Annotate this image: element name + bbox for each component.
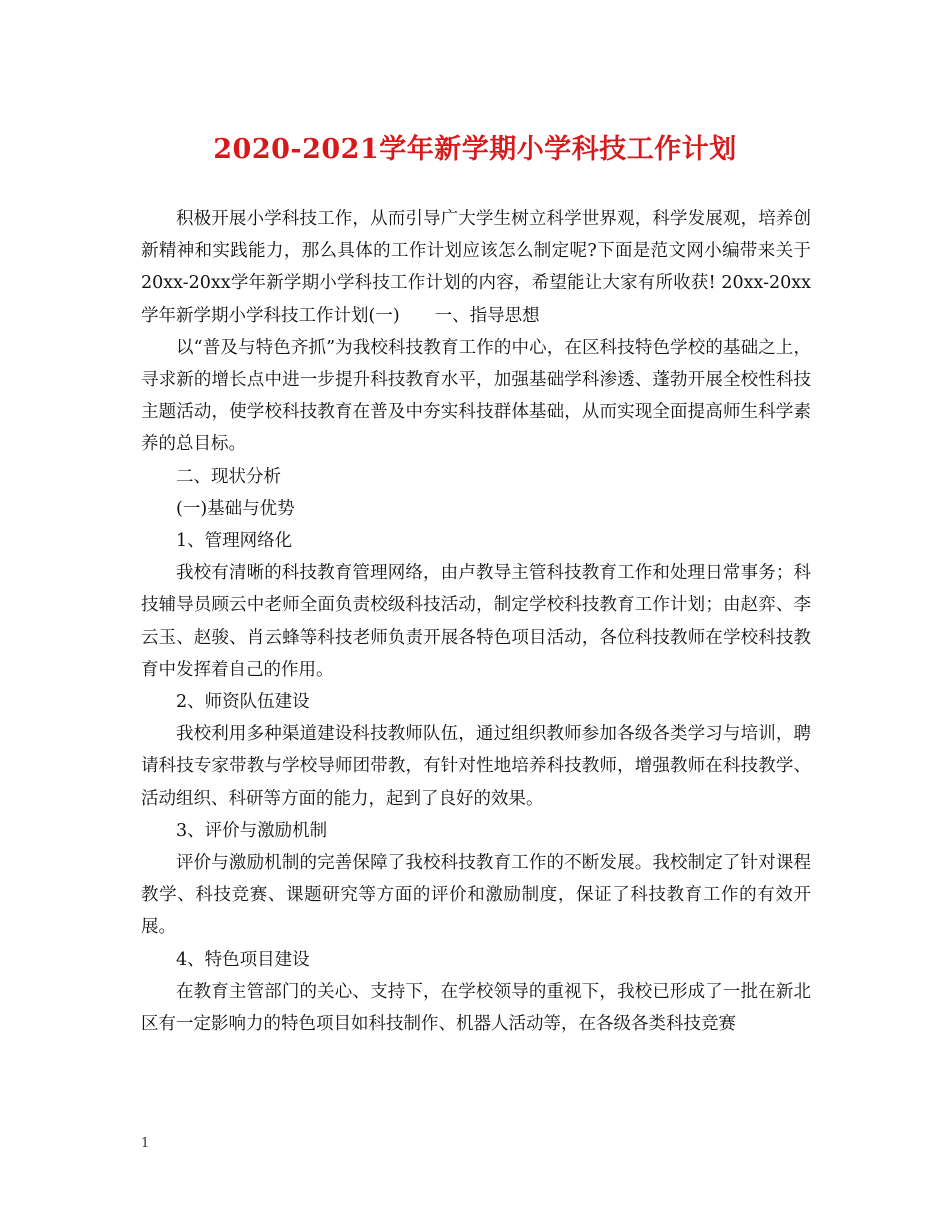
- body-paragraph: 在教育主管部门的关心、支持下，在学校领导的重视下，我校已形成了一批在新北区有一定影响力的特色项目如科技制作、机器人活动等，在各级各类科技竞赛: [141, 981, 811, 1035]
- guiding-thought-paragraph: 以“普及与特色齐抓”为我校科技教育工作的中心，在区科技特色学校的基础之上，寻求新的增长点中进一步提升科技教育水平，加强基础学科渗透、蓬勃开展全校性科技主题活动，使学校科技教育在普及中夯实科技群体基础，从而实现全面提高师生科学素养的总目标。: [141, 337, 811, 455]
- subsection-heading: (一)基础与优势: [176, 498, 295, 519]
- section-heading: 二、现状分析: [176, 466, 281, 487]
- page-title: 2020-2021学年新学期小学科技工作计划: [213, 134, 737, 165]
- body-paragraph: 我校有清晰的科技教育管理网络，由卢教导主管科技教育工作和处理日常事务；科技辅导员顾云中老师全面负责校级科技活动，制定学校科技教育工作计划；由赵弈、李云玉、赵骏、肖云蜂等科技老师负责开展各特色项目活动，各位科技教师在学校科技教育中发挥着自己的作用。: [141, 563, 811, 680]
- item-heading: 3、评价与激励机制: [176, 820, 328, 841]
- body-paragraph: 评价与激励机制的完善保障了我校科技教育工作的不断发展。我校制定了针对课程教学、科技竞赛、课题研究等方面的评价和激励制度，保证了科技教育工作的有效开展。: [141, 853, 811, 938]
- item-heading: 4、特色项目建设: [176, 949, 310, 970]
- document-body: [141, 203, 811, 1040]
- item-heading: 2、师资队伍建设: [176, 692, 310, 713]
- item-heading: 1、管理网络化: [176, 531, 293, 552]
- page-number: 1: [141, 1136, 150, 1151]
- intro-paragraph: 积极开展小学科技工作，从而引导广大学生树立科学世界观，科学发展观，培养创新精神和实践能力，那么具体的工作计划应该怎么制定呢?下面是范文网小编带来关于20xx-20xx学年新学期小学科技工作计划的内容，希望能让大家有所收获! 20xx-20xx学年新学期小学科技工作计划(一) 一、指导思想: [141, 209, 811, 326]
- body-paragraph: 我校利用多种渠道建设科技教师队伍，通过组织教师参加各级各类学习与培训，聘请科技专家带教与学校导师团带教，有针对性地培养科技教师，增强教师在科技教学、活动组织、科研等方面的能力，起到了良好的效果。: [141, 724, 811, 809]
